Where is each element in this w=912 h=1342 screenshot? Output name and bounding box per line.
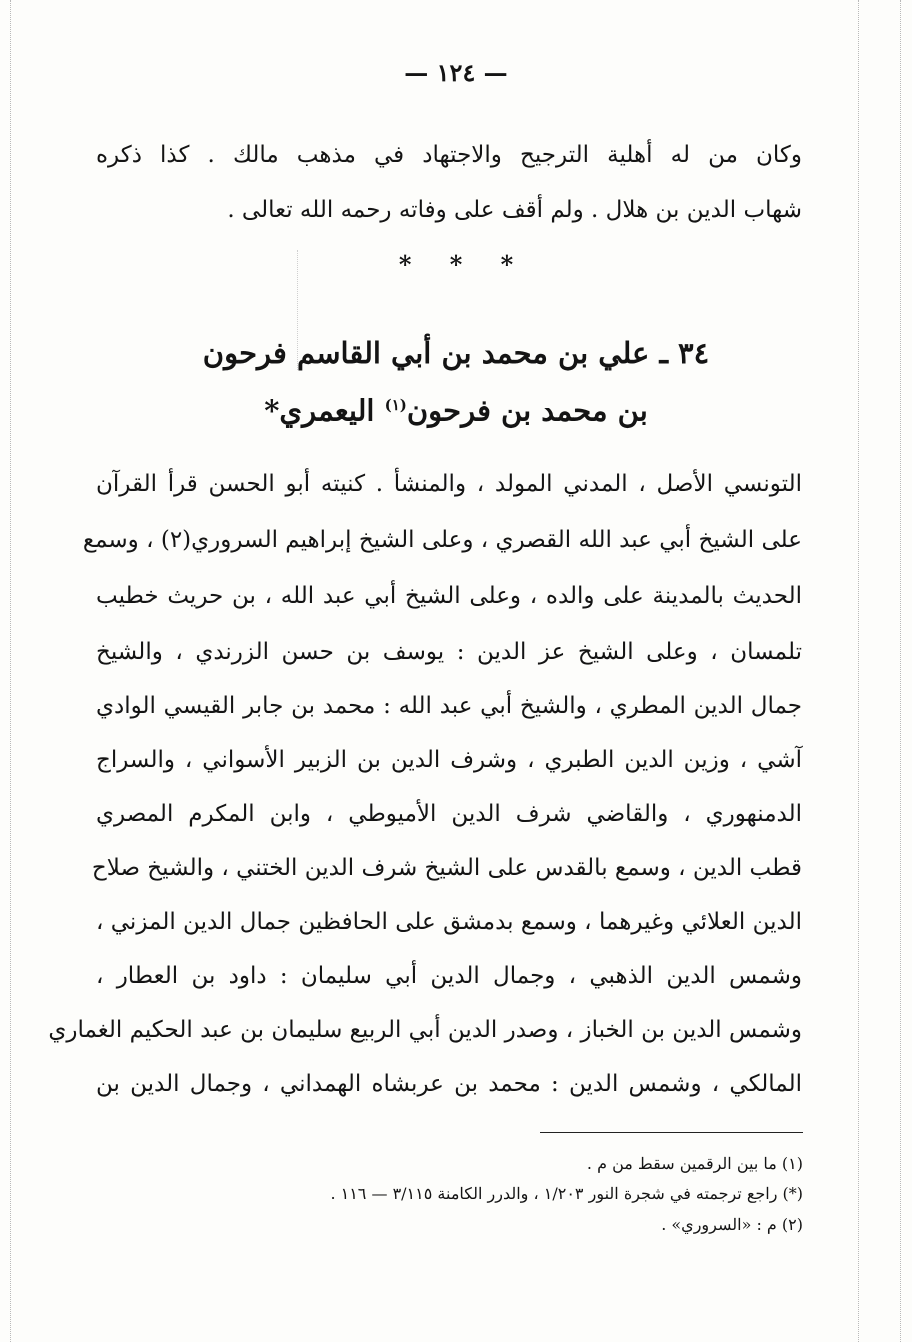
scan-guide-line — [10, 0, 11, 1342]
entry-subtitle-name: بن محمد بن فرحون — [406, 393, 648, 428]
footnote-divider — [540, 1132, 803, 1133]
entry-title: ٣٤ ـ علي بن محمد بن أبي القاسم فرحون — [202, 336, 710, 370]
footnote: (*) راجع ترجمته في شجرة النور ١/٢٠٣ ، والدرر الكامنة ٣/١١٥ — ١١٦ . — [330, 1184, 803, 1203]
scan-guide-line — [858, 0, 859, 1342]
body-line: آشي ، وزين الدين الطبري ، وشرف الدين بن الزبير الأسواني ، والسراج — [96, 747, 802, 773]
footnote-ref: (١) — [384, 396, 407, 414]
footnote: (١) ما بين الرقمين سقط من م . — [586, 1154, 803, 1173]
body-line: على الشيخ أبي عبد الله القصري ، وعلى الشيخ إبراهيم السروري(٢) ، وسمع — [82, 527, 802, 553]
entry-subtitle-nisba: اليعمري* — [264, 393, 385, 428]
section-separator: * * * — [398, 250, 514, 279]
body-line: الحديث بالمدينة على والده ، وعلى الشيخ أبي عبد الله ، بن حريث خطيب — [96, 583, 802, 609]
body-line: جمال الدين المطري ، والشيخ أبي عبد الله : محمد بن جابر القيسي الوادي — [96, 693, 802, 719]
body-line: وشمس الدين الذهبي ، وجمال الدين أبي سليمان : داود بن العطار ، — [96, 963, 802, 989]
body-line: الدمنهوري ، والقاضي شرف الدين الأميوطي ، وابن المكرم المصري — [96, 801, 802, 827]
entry-subtitle — [0, 385, 912, 431]
scan-guide-line — [900, 0, 901, 1342]
footnote: (٢) م : «السروري» . — [661, 1215, 803, 1234]
body-line: وشمس الدين بن الخباز ، وصدر الدين أبي الربيع سليمان بن عبد الحكيم الغماري — [48, 1017, 802, 1043]
body-line: تلمسان ، وعلى الشيخ عز الدين : يوسف بن حسن الزرندي ، والشيخ — [96, 639, 802, 665]
intro-line: وكان من له أهلية الترجيح والاجتهاد في مذهب مالك . كذا ذكره — [96, 142, 802, 168]
intro-line: شهاب الدين بن هلال . ولم أقف على وفاته رحمه الله تعالى . — [227, 197, 802, 223]
body-line: قطب الدين ، وسمع بالقدس على الشيخ شرف الدين الختني ، والشيخ صلاح — [91, 855, 802, 881]
body-line: المالكي ، وشمس الدين : محمد بن عربشاه الهمداني ، وجمال الدين بن — [96, 1071, 802, 1097]
body-line: الدين العلائي وغيرهما ، وسمع بدمشق على الحافظين جمال الدين المزني ، — [96, 909, 802, 935]
body-line: التونسي الأصل ، المدني المولد ، والمنشأ . كنيته أبو الحسن قرأ القرآن — [96, 471, 802, 497]
page-number: — ١٢٤ — — [404, 58, 508, 87]
